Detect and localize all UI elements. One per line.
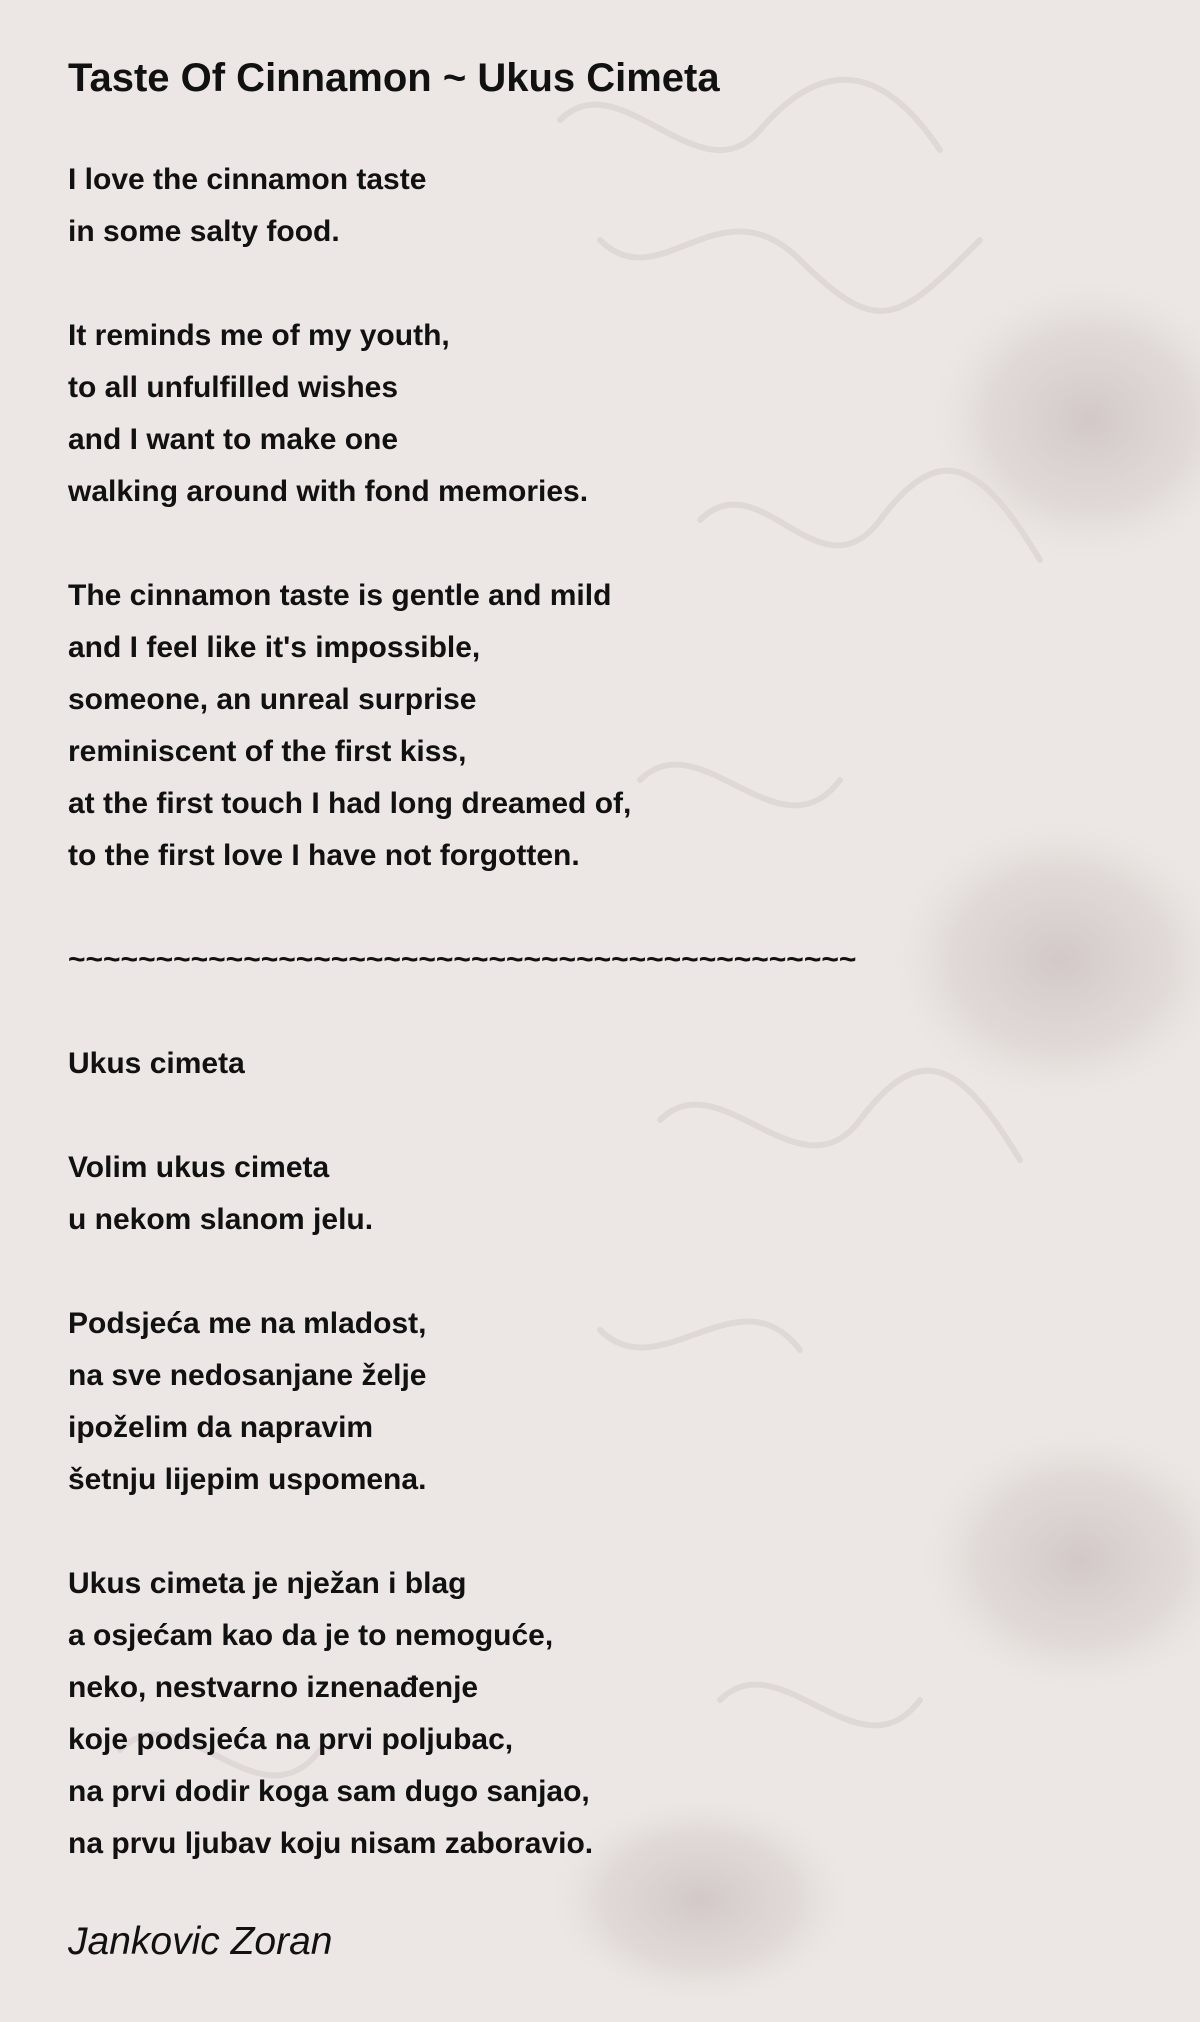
poem-line: to all unfulfilled wishes — [68, 371, 399, 404]
stanza-6 — [68, 1558, 1168, 1870]
poem-line: reminiscent of the first kiss, — [68, 735, 467, 768]
tilde-divider: ~~~~~~~~~~~~~~~~~~~~~~~~~~~~~~~~~~~~~~~~~~~~~ — [68, 943, 857, 976]
stanza-3 — [68, 570, 1168, 882]
poem-line: u nekom slanom jelu. — [68, 1203, 374, 1236]
stanza-4 — [68, 1142, 1168, 1246]
stanza-2 — [68, 310, 1168, 518]
poem-line: koje podsjeća na prvi poljubac, — [68, 1723, 514, 1756]
poem-line: Volim ukus cimeta — [68, 1151, 330, 1184]
poem-line: Podsjeća me na mladost, — [68, 1307, 427, 1340]
poem-line: a osjećam kao da je to nemoguće, — [68, 1619, 554, 1652]
poem-title: Taste Of Cinnamon ~ Ukus Cimeta — [68, 56, 720, 100]
stanza-5 — [68, 1298, 1168, 1506]
poem-line: Ukus cimeta je nježan i blag — [68, 1567, 467, 1600]
poem-line: and I want to make one — [68, 423, 399, 456]
poem-line: to the first love I have not forgotten. — [68, 839, 580, 872]
poem-line: I love the cinnamon taste — [68, 163, 427, 196]
stanza-1 — [68, 154, 1168, 258]
poem-line: neko, nestvarno iznenađenje — [68, 1671, 479, 1704]
poem-line: na sve nedosanjane želje — [68, 1359, 427, 1392]
poem-line: The cinnamon taste is gentle and mild — [68, 579, 612, 612]
poem-line: šetnju lijepim uspomena. — [68, 1463, 427, 1496]
poem-line: in some salty food. — [68, 215, 340, 248]
poem-body — [68, 154, 1168, 1870]
divider-stanza — [68, 934, 1168, 986]
poem-line: na prvi dodir koga sam dugo sanjao, — [68, 1775, 590, 1808]
poem-line: ipoželim da napravim — [68, 1411, 374, 1444]
poem-author: Jankovic Zoran — [68, 1920, 333, 1963]
poem-line: someone, an unreal surprise — [68, 683, 477, 716]
translation-heading: Ukus cimeta — [68, 1047, 245, 1080]
poem-line: at the first touch I had long dreamed of, — [68, 787, 632, 820]
translation-heading-stanza — [68, 1038, 1168, 1090]
poem-line: and I feel like it's impossible, — [68, 631, 481, 664]
poem-line: walking around with fond memories. — [68, 475, 589, 508]
poem-line: na prvu ljubav koju nisam zaboravio. — [68, 1827, 594, 1860]
poem-line: It reminds me of my youth, — [68, 319, 450, 352]
